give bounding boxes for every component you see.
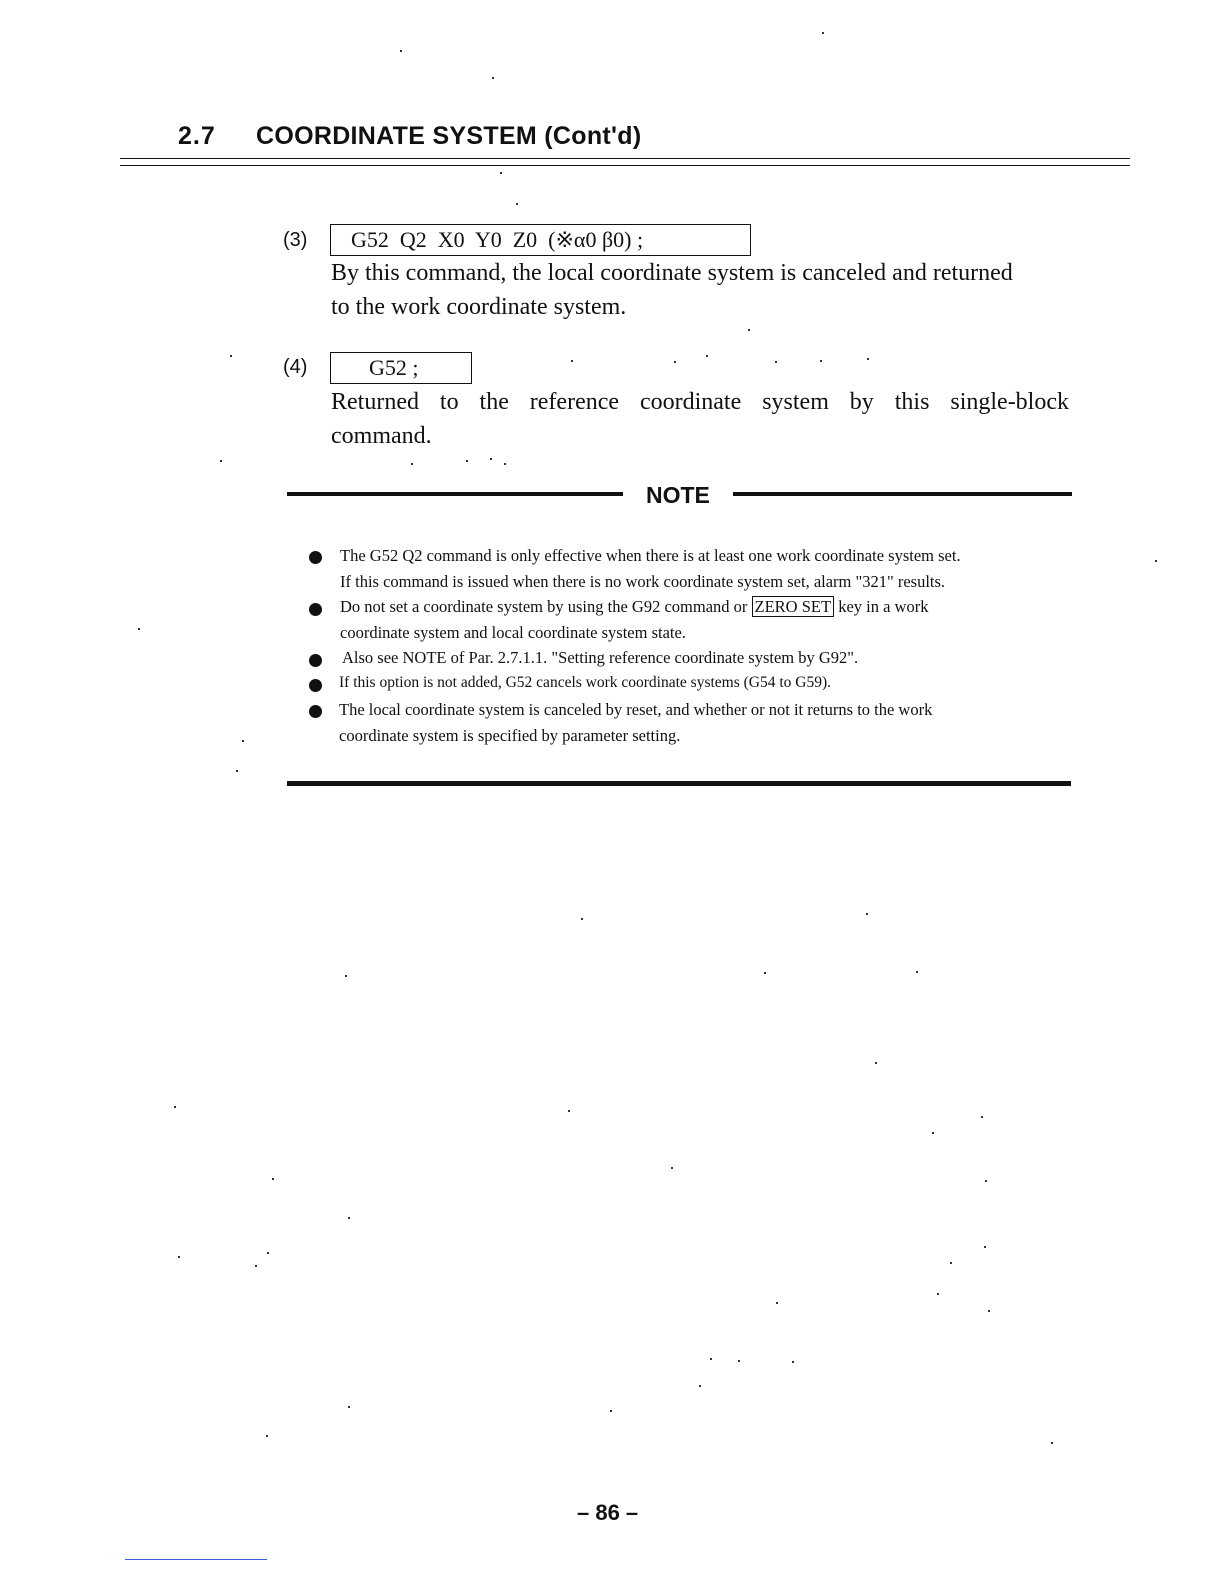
note-title: NOTE [646, 482, 710, 508]
note-bullet-3 [309, 654, 322, 667]
zero-set-key: ZERO SET [752, 596, 835, 617]
scan-artifact-line [125, 1559, 267, 1560]
item-4-command-box: G52 ; [330, 352, 472, 384]
note-bullet-4 [309, 679, 322, 692]
header-rule-top [120, 158, 1130, 159]
item-3-description-line-1: By this command, the local coordinate system is canceled and returned [331, 260, 1013, 286]
item-3-description-line-2: to the work coordinate system. [331, 294, 627, 320]
note-rule-left [287, 492, 623, 496]
note-2-line-1 [340, 597, 928, 617]
item-4-label: (4) [283, 356, 308, 378]
item-3-label: (3) [283, 229, 308, 251]
note-2-text-before: Do not set a coordinate system by using the G92 command or [340, 597, 748, 616]
note-bullet-5 [309, 705, 322, 718]
section-number: 2.7 [178, 122, 216, 150]
note-5-line-2: coordinate system is specified by parameter setting. [339, 726, 681, 745]
note-rule-right [733, 492, 1072, 496]
note-1-line-2: If this command is issued when there is no work coordinate system set, alarm "321" results. [340, 572, 946, 591]
section-title: COORDINATE SYSTEM (Cont'd) [256, 122, 642, 150]
note-5-line-1: The local coordinate system is canceled by reset, and whether or not it returns to the work [339, 700, 933, 719]
note-2-line-2: coordinate system and local coordinate system state. [340, 623, 686, 642]
note-bullet-1 [309, 551, 322, 564]
item-4-description-line-1: Returned to the reference coordinate system by this single-block [331, 389, 1069, 415]
note-3-line-1: Also see NOTE of Par. 2.7.1.1. "Setting reference coordinate system by G92". [342, 648, 859, 667]
item-3-command-box: G52 Q2 X0 Y0 Z0 (※α0 β0) ; [330, 224, 751, 256]
note-bullet-2 [309, 603, 322, 616]
note-4-line-1: If this option is not added, G52 cancels work coordinate systems (G54 to G59). [339, 674, 832, 691]
header-rule-bottom [120, 165, 1130, 166]
note-1-line-1: The G52 Q2 command is only effective when there is at least one work coordinate system set. [340, 546, 961, 565]
page-number: – 86 – [577, 1500, 639, 1525]
note-2-text-after: key in a work [838, 597, 929, 616]
note-rule-bottom [287, 781, 1071, 786]
item-4-description-line-2: command. [331, 423, 432, 449]
